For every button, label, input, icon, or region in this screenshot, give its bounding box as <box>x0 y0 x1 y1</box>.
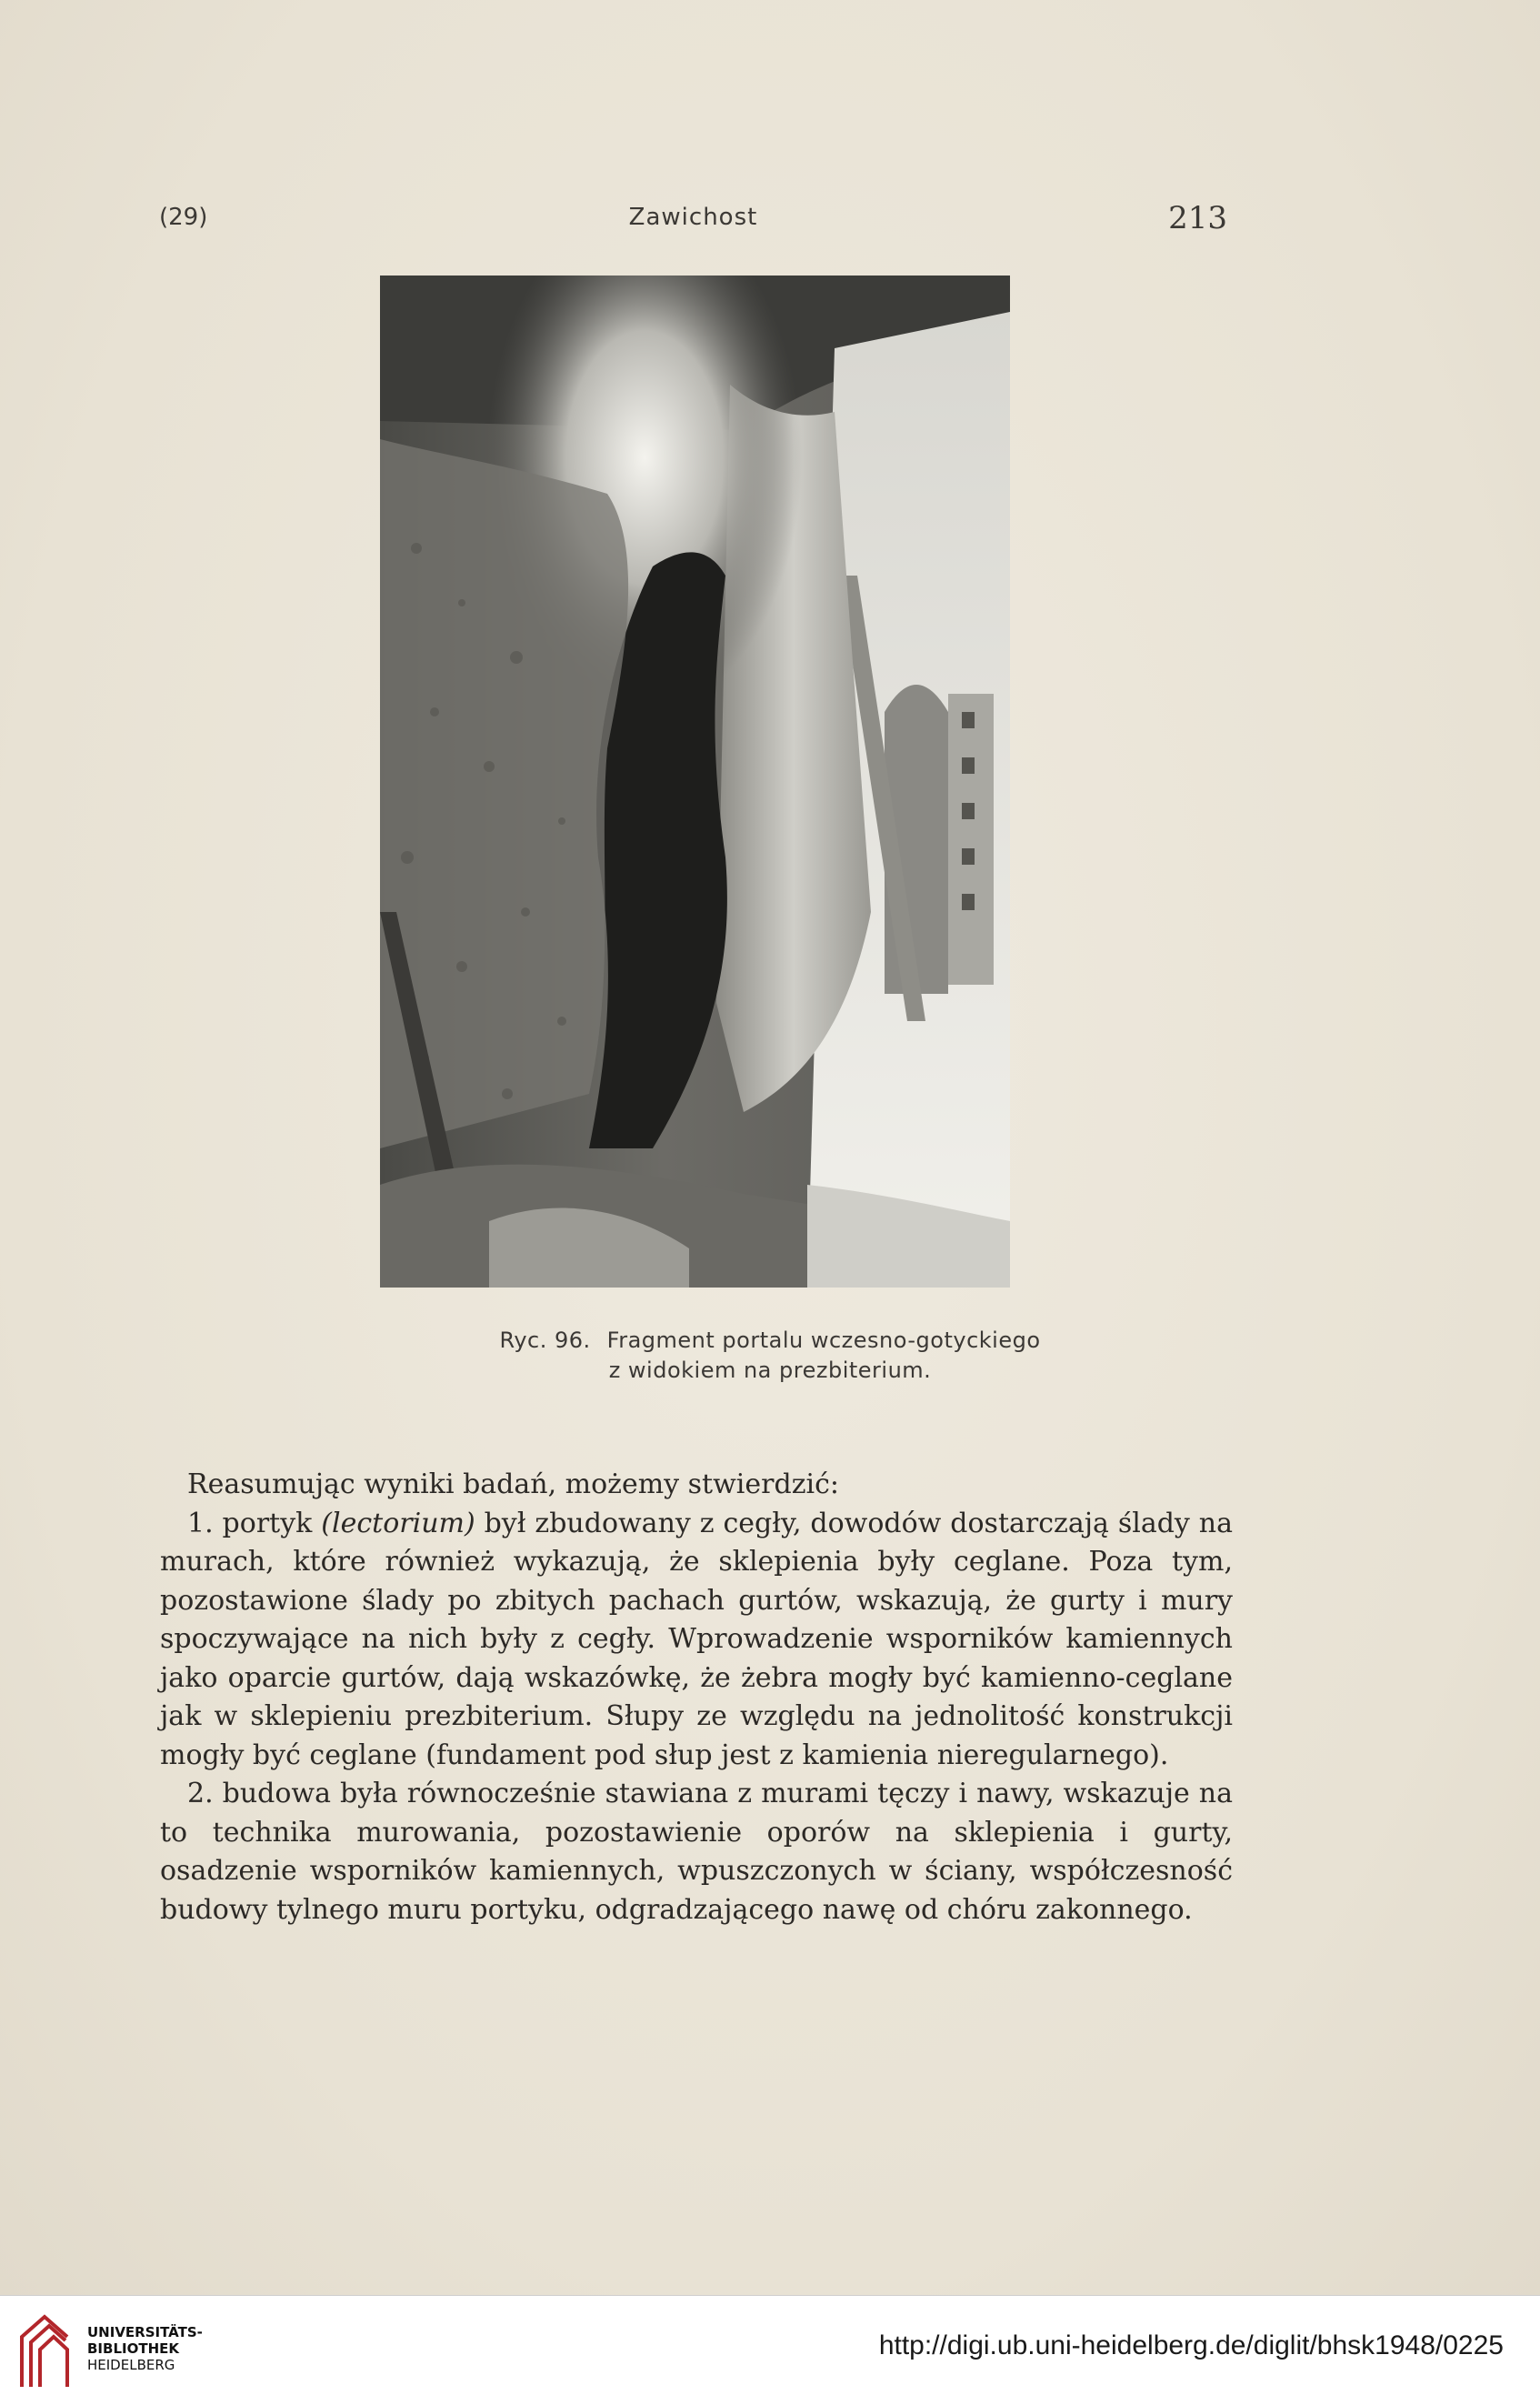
p1-italic: (lectorium) <box>321 1507 475 1539</box>
figure-caption <box>273 1326 1267 1386</box>
source-url-link[interactable]: http://digi.ub.uni-heidelberg.de/diglit/bhsk1948/0225 <box>878 2330 1504 2360</box>
figure-label: Ryc. 96. <box>499 1328 591 1353</box>
library-name-line-1: UNIVERSITÄTS- <box>87 2324 203 2340</box>
caption-text-1: Fragment portalu wczesno-gotyckiego <box>606 1328 1041 1353</box>
caption-line-2: z widokiem na prezbiterium. <box>608 1358 932 1383</box>
library-footer <box>0 2295 1540 2405</box>
p1-rest: był zbudowany z cegły, dowodów dostarczają ślady na murach, które również wykazują, że sklepienia były ceglane. Poza tym, pozostawione ślady po zbitych pachach gurtów, wskazują, że gurty i mury spoczywające na nich były z cegły. Wprowadzenie wsporników kamiennych jako oparcie gurtów, dają wskazówkę, że żebra mogły być kamienno-ceglane jak w sklepieniu prezbiterium. Słupy ze względu na jednolitość konstrukcji mogły być ceglane (fundament pod słup jest z kamienia nieregularnego). <box>160 1507 1234 1771</box>
library-name-line-2: BIBLIOTHEK <box>87 2340 179 2357</box>
library-name <box>87 2324 203 2373</box>
library-name-line-3: HEIDELBERG <box>87 2357 175 2373</box>
paragraph-2: 2. budowa była równocześnie stawiana z murami tęczy i nawy, wskazuje na to technika murowania, pozostawienie oporów na sklepienia i gurty, osadzenie wsporników kamiennych, wpuszczonych w ściany, współczesność budowy tylnego muru portyku, odgradzającego nawę od chóru zakonnego. <box>160 1778 1233 1926</box>
intro-paragraph: Reasumując wyniki badań, możemy stwierdzić: <box>187 1468 839 1500</box>
p1-start: 1. portyk <box>187 1507 322 1539</box>
section-number: (29) <box>159 204 208 231</box>
university-library-logo-icon <box>13 2310 76 2391</box>
page-number: 213 <box>1168 200 1227 236</box>
running-title: Zawichost <box>628 204 758 231</box>
body-text <box>160 1466 1233 1929</box>
figure-photograph <box>380 276 1010 1288</box>
paragraph-1 <box>160 1505 1233 1776</box>
caption-line-1 <box>273 1326 1267 1356</box>
running-head <box>159 200 1227 240</box>
